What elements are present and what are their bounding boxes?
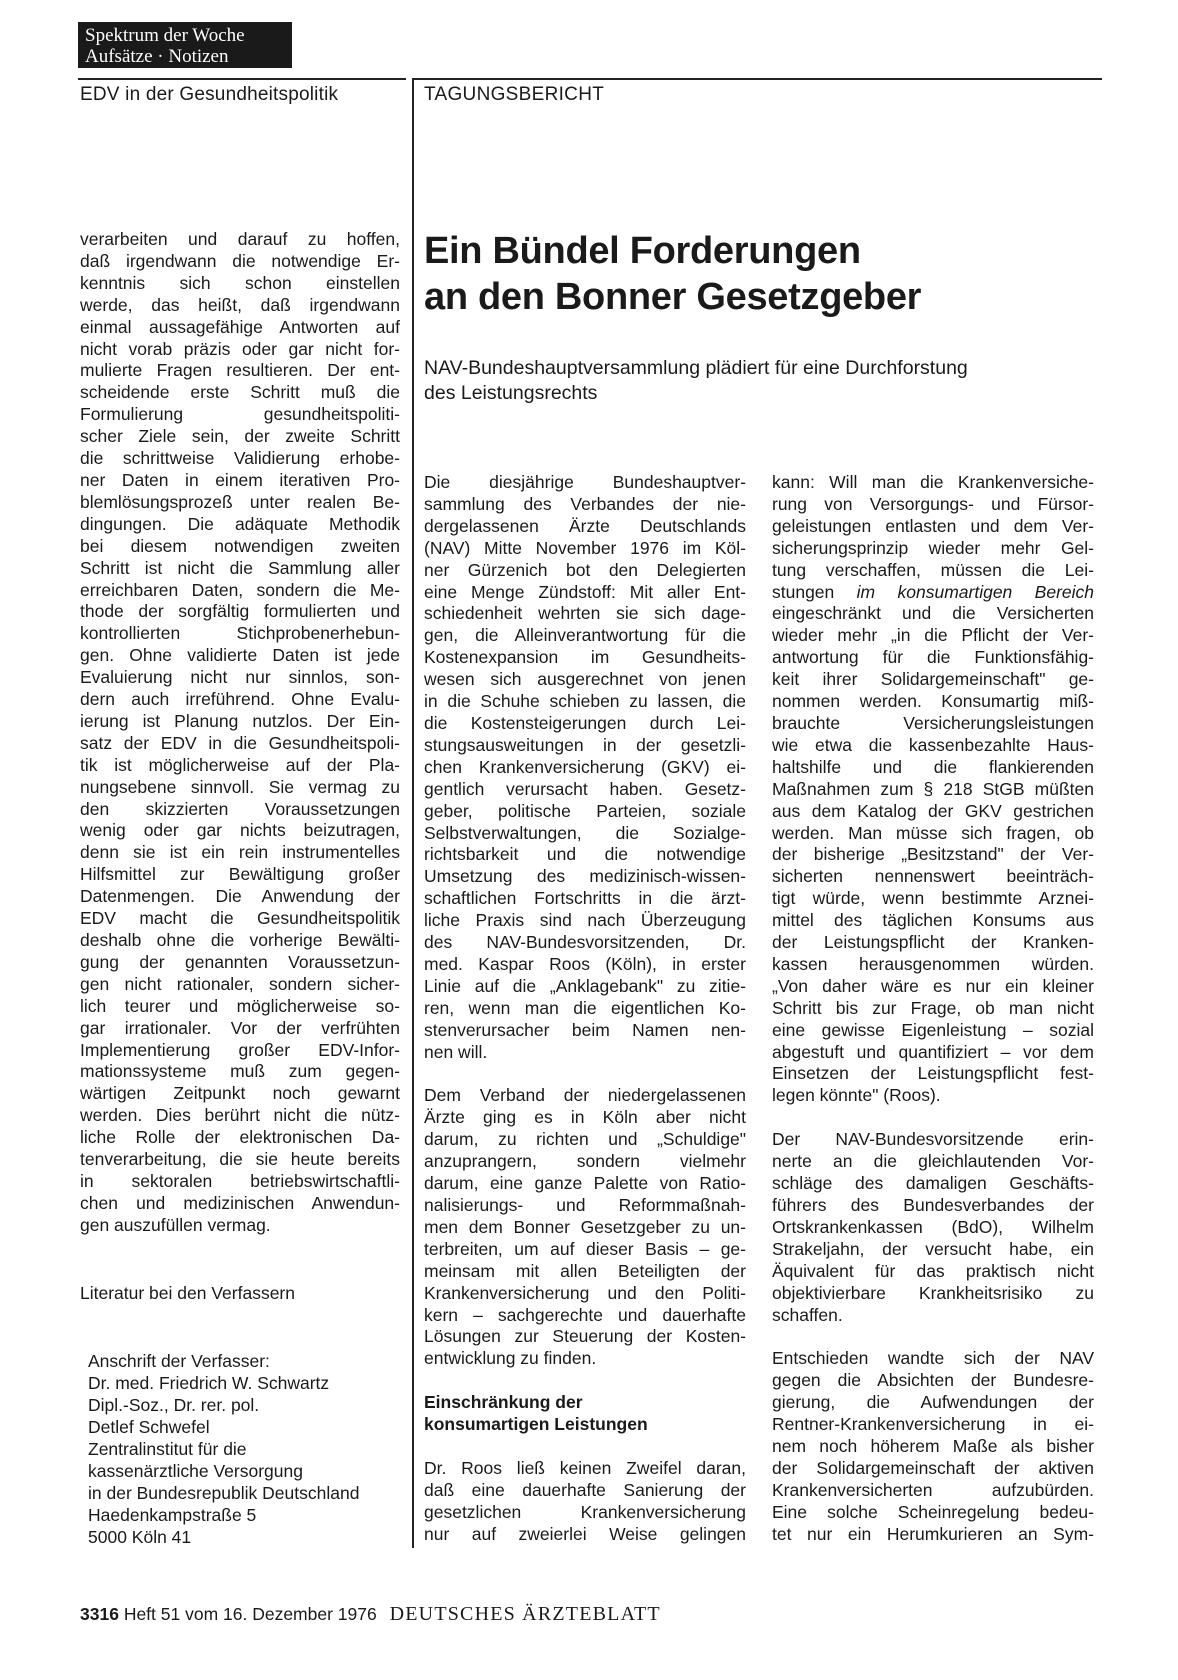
text-line: werden. Dies berührt nicht die nütz- bbox=[80, 1105, 400, 1126]
text-line: mittel des täglichen Konsums aus bbox=[772, 910, 1094, 931]
text-line: nen will. bbox=[424, 1041, 488, 1062]
text-line: mationssysteme muß zum gegen- bbox=[80, 1061, 400, 1082]
text-line: blemlösungsprozeß unter realen Be- bbox=[80, 491, 400, 512]
text-line: Dem Verband der niedergelassenen bbox=[424, 1085, 746, 1106]
text-line: Schritt bis zur Frage, ob man nicht bbox=[772, 997, 1094, 1018]
text-line: den skizzierten Voraussetzungen bbox=[80, 798, 400, 819]
paragraph bbox=[772, 1129, 1094, 1326]
text-line: schaffen. bbox=[772, 1304, 843, 1325]
article-subtitle bbox=[424, 356, 968, 406]
page-number: 3316 bbox=[80, 1604, 119, 1624]
text-line: werde, das heißt, daß irgendwann bbox=[80, 294, 400, 315]
column-2 bbox=[424, 472, 746, 1546]
text-line: wieder mehr „in die Pflicht der Ver- bbox=[772, 625, 1094, 646]
badge-line-2: Aufsätze · Notizen bbox=[85, 46, 229, 67]
subtitle-line-1: NAV-Bundeshauptversammlung plädiert für eine Durchforstung bbox=[424, 357, 968, 379]
text-line: nungsebene sinnvoll. Sie vermag zu bbox=[80, 776, 400, 797]
text-line: der Leistungspflicht der Kranken- bbox=[772, 932, 1094, 953]
text-line: gentlich verursacht haben. Gesetz- bbox=[424, 778, 746, 799]
text-line: gen, die Alleinverantwortung für die bbox=[424, 625, 746, 646]
rule-right bbox=[412, 78, 1102, 80]
text-line: Linie auf die „Anklagebank" zu zitie- bbox=[424, 975, 746, 996]
address-line: Dr. med. Friedrich W. Schwartz bbox=[88, 1373, 330, 1393]
subheading bbox=[424, 1392, 746, 1436]
text-line: ner Gürzenich bot den Delegierten bbox=[424, 559, 746, 580]
text-line: abgestuft und quantifiziert – vor dem bbox=[772, 1041, 1094, 1062]
text-line: gen. Ohne validierte Daten ist jede bbox=[80, 645, 400, 666]
paragraph bbox=[772, 603, 1094, 1107]
text-line: verarbeiten und darauf zu hoffen, bbox=[80, 229, 400, 249]
text-line: dergelassenen Ärzte Deutschlands bbox=[424, 515, 746, 536]
text-line: die Kostensteigerungen durch Lei- bbox=[424, 712, 746, 733]
address-line: 5000 Köln 41 bbox=[88, 1527, 192, 1547]
title-line-1: Ein Bündel Forderungen bbox=[424, 230, 861, 272]
text-line: Äquivalent für das praktisch nicht bbox=[772, 1260, 1094, 1281]
text-line: brauchte Versicherungsleistungen bbox=[772, 712, 1094, 733]
text-line: nicht vorab präzis oder gar nicht for- bbox=[80, 338, 400, 359]
text-line: darum, eine ganze Palette von Ratio- bbox=[424, 1173, 746, 1194]
text-line: Formulierung gesundheitspoliti- bbox=[80, 404, 400, 425]
text-line: sicherungsprinzip wieder mehr Gel- bbox=[772, 537, 1094, 558]
text-line: schiedenheit wehrten sie sich dage- bbox=[424, 603, 746, 624]
text-line: nommen werden. Konsumartig miß- bbox=[772, 691, 1094, 712]
text-line: des NAV-Bundesvorsitzenden, Dr. bbox=[424, 932, 746, 953]
text-line: werden. Man müsse sich fragen, ob bbox=[772, 822, 1094, 843]
text-line: nem noch höherem Maße als bisher bbox=[772, 1436, 1094, 1457]
text-line: der Solidargemeinschaft der aktiven bbox=[772, 1457, 1094, 1478]
text-line: satz der EDV in die Gesundheitspoli- bbox=[80, 732, 400, 753]
text-line: liche Rolle der elektronischen Da- bbox=[80, 1127, 400, 1148]
text-line: legen könnte" (Roos). bbox=[772, 1085, 941, 1106]
text-line: ierung ist Planung nutzlos. Der Ein- bbox=[80, 710, 400, 731]
text-line: geber, politische Parteien, soziale bbox=[424, 800, 746, 821]
text-line: Krankenversicherung und den Politi- bbox=[424, 1282, 746, 1303]
text-line: deshalb ohne die vorherige Bewälti- bbox=[80, 930, 400, 950]
text-line: Eine solche Scheinregelung bedeu- bbox=[772, 1501, 1094, 1522]
column-1-text bbox=[80, 229, 400, 1237]
text-line: Datenmengen. Die Anwendung der bbox=[80, 886, 400, 907]
author-address bbox=[88, 1350, 359, 1548]
text-line: Dr. Roos ließ keinen Zweifel daran, bbox=[424, 1458, 746, 1479]
page-footer bbox=[80, 1603, 661, 1626]
text-line: eingeschränkt und die Versicherten bbox=[772, 603, 1094, 624]
text-line: kassen herausgenommen würden. bbox=[772, 953, 1094, 974]
literature-note: Literatur bei den Verfassern bbox=[80, 1283, 295, 1303]
address-line: kassenärztliche Versorgung bbox=[88, 1461, 303, 1481]
text-line: chen Krankenversicherung (GKV) ei- bbox=[424, 756, 746, 777]
paragraph bbox=[772, 1348, 1094, 1545]
text-line: schläge des damaligen Geschäfts- bbox=[772, 1173, 1094, 1194]
italic-emphasis: im konsumartigen Bereich bbox=[856, 581, 1094, 602]
text-line: thode der sorgfältig formulierten und bbox=[80, 601, 400, 622]
text-line: Hilfsmittel zur Bewältigung großer bbox=[80, 864, 400, 885]
text-line: Krankenversicherten aufzubürden. bbox=[772, 1479, 1094, 1500]
text-line: kern – sachgerechte und dauerhafte bbox=[424, 1304, 746, 1325]
text-line: nur auf zweierlei Weise gelingen bbox=[424, 1523, 746, 1544]
text-line: EDV macht die Gesundheitspolitik bbox=[80, 908, 400, 929]
text-line: richtsbarkeit und die notwendige bbox=[424, 844, 746, 865]
text-line: gar irrationaler. Vor der verfrühten bbox=[80, 1017, 400, 1038]
text-line: aus dem Katalog der GKV gestrichen bbox=[772, 800, 1094, 821]
text-line bbox=[772, 582, 1094, 604]
text-line: scheidende erste Schritt muß die bbox=[80, 382, 400, 403]
text-line: Kostenexpansion im Gesundheits- bbox=[424, 647, 746, 668]
text-line: wie etwa die kassenbezahlte Haus- bbox=[772, 734, 1094, 755]
text-line: antwortung für die Funktionsfähig- bbox=[772, 647, 1094, 668]
text-line: med. Kaspar Roos (Köln), in erster bbox=[424, 953, 746, 974]
text-line: bei diesem notwendigen zweiten bbox=[80, 535, 400, 556]
address-line: Anschrift der Verfasser: bbox=[88, 1351, 270, 1371]
text-line: Implementierung großer EDV-Infor- bbox=[80, 1039, 400, 1060]
text-line: führers des Bundesverbandes der bbox=[772, 1195, 1094, 1215]
text-line: geleistungen entlasten und dem Ver- bbox=[772, 515, 1094, 536]
text-line: nerte an die gleichlautenden Vor- bbox=[772, 1151, 1094, 1172]
text-line: Strakeljahn, der versucht habe, ein bbox=[772, 1238, 1094, 1259]
text-line: in sektoralen betriebswirtschaftli- bbox=[80, 1170, 400, 1191]
column-divider bbox=[412, 78, 414, 1548]
text-line: (NAV) Mitte November 1976 im Köl- bbox=[424, 537, 746, 558]
text-line: Selbstverwaltungen, die Sozialge- bbox=[424, 822, 746, 843]
address-line: Zentralinstitut für die bbox=[88, 1439, 247, 1459]
section-title-right: TAGUNGSBERICHT bbox=[424, 84, 605, 105]
text-line: chen und medizinischen Anwendun- bbox=[80, 1192, 400, 1213]
text-line: scher Ziele sein, der zweite Schritt bbox=[80, 426, 400, 447]
subheading-line-2: konsumartigen Leistungen bbox=[424, 1414, 648, 1435]
badge-line-1: Spektrum der Woche bbox=[85, 25, 245, 46]
text-line: tigt würde, wenn bestimmte Arznei- bbox=[772, 888, 1094, 909]
text-line: wenig oder gar nichts beizutragen, bbox=[80, 820, 400, 841]
text-line: daß irgendwann die notwendige Er- bbox=[80, 250, 400, 271]
text-line: daß eine dauerhafte Sanierung der bbox=[424, 1479, 746, 1500]
text-line: Schritt ist nicht die Sammlung aller bbox=[80, 557, 400, 578]
text-line: lich teurer und möglicherweise so- bbox=[80, 995, 400, 1016]
paragraph bbox=[424, 1458, 746, 1546]
text-line: dern auch irreführend. Ohne Evalu- bbox=[80, 689, 400, 710]
text-line: men dem Bonner Gesetzgeber zu un- bbox=[424, 1216, 746, 1237]
subtitle-line-2: des Leistungsrechts bbox=[424, 382, 598, 404]
journal-name: DEUTSCHES ÄRZTEBLATT bbox=[389, 1603, 661, 1625]
text-line: Lösungen zur Steuerung der Kosten- bbox=[424, 1326, 746, 1347]
text-line: denn sie ist ein rein instrumentelles bbox=[80, 842, 400, 863]
title-line-2: an den Bonner Gesetzgeber bbox=[424, 276, 922, 318]
text-line: ren, wenn man die eigentlichen Ko- bbox=[424, 997, 746, 1018]
text-line: kontrollierten Stichprobenerhebun- bbox=[80, 623, 400, 644]
text-line: tenverarbeitung, die sie heute bereits bbox=[80, 1149, 400, 1170]
text-line: tik ist möglicherweise auf der Pla- bbox=[80, 754, 400, 775]
text-line: gesetzlichen Krankenversicherung bbox=[424, 1501, 746, 1522]
text-line: Ortskrankenkassen (BdO), Wilhelm bbox=[772, 1216, 1094, 1237]
section-title-left: EDV in der Gesundheitspolitik bbox=[80, 84, 339, 105]
text-line: erreichbaren Daten, sondern die Me- bbox=[80, 579, 400, 600]
text-line: terbreiten, um auf dieser Basis – ge- bbox=[424, 1238, 746, 1259]
text-line: sicherten nennenswert beeinträch- bbox=[772, 866, 1094, 887]
text-line: tet nur ein Herumkurieren an Sym- bbox=[772, 1523, 1094, 1544]
rule-left bbox=[78, 78, 406, 80]
text-line: Umsetzung des medizinisch-wissen- bbox=[424, 866, 746, 887]
address-line: Dipl.-Soz., Dr. rer. pol. bbox=[88, 1395, 260, 1415]
text-line: gen nicht rationaler, sondern sicher- bbox=[80, 973, 400, 994]
text-line: stenverursacher beim Namen nen- bbox=[424, 1019, 746, 1040]
text-line: liche Praxis sind nach Überzeugung bbox=[424, 910, 746, 931]
text-line: wesen sich ausgerechnet von jenen bbox=[424, 669, 746, 690]
text-line: entwicklung zu finden. bbox=[424, 1348, 597, 1369]
section-badge bbox=[78, 22, 292, 68]
text-line: schaftlichen Fortschritts in die ärzt- bbox=[424, 888, 746, 909]
text-line: Ärzte ging es in Köln aber nicht bbox=[424, 1107, 746, 1128]
text-line: haltshilfe und die flankierenden bbox=[772, 756, 1094, 777]
text-line: rung von Versorgungs- und Fürsor- bbox=[772, 493, 1094, 514]
text-line: „Von daher wäre es nur ein kleiner bbox=[772, 975, 1094, 996]
text-line: sammlung des Verbandes der nie- bbox=[424, 493, 746, 514]
address-line: in der Bundesrepublik Deutschland bbox=[88, 1483, 360, 1503]
text-line: Entschieden wandte sich der NAV bbox=[772, 1348, 1094, 1369]
text-line: wärtigen Zeitpunkt noch gewarnt bbox=[80, 1083, 400, 1104]
text-line: eine gewisse Eigenleistung – sozial bbox=[772, 1019, 1094, 1040]
paragraph bbox=[772, 472, 1094, 582]
text-line: anzuprangern, sondern vielmehr bbox=[424, 1151, 746, 1172]
text-line: kenntnis sich schon einstellen bbox=[80, 272, 400, 293]
text-line: objektivierbare Krankheitsrisiko zu bbox=[772, 1282, 1094, 1303]
text-line: mulierte Fragen resultieren. Der ent- bbox=[80, 360, 400, 381]
subheading-line-1: Einschränkung der bbox=[424, 1392, 583, 1413]
text-line: ner Daten in einem iterativen Pro- bbox=[80, 469, 400, 490]
text-run: stungen bbox=[772, 581, 857, 602]
text-line: nalisierungs- und Reformmaßnah- bbox=[424, 1195, 746, 1215]
text-line: gegen die Absichten der Bundesre- bbox=[772, 1370, 1094, 1391]
address-line: Detlef Schwefel bbox=[88, 1417, 210, 1437]
text-line: gen auszufüllen vermag. bbox=[80, 1214, 271, 1235]
article-title bbox=[424, 228, 921, 320]
text-line: Rentner-Krankenversicherung in ei- bbox=[772, 1414, 1094, 1435]
text-line: in die Schuhe schieben zu lassen, die bbox=[424, 691, 746, 712]
text-line: eine Menge Zündstoff: Mit aller Ent- bbox=[424, 581, 746, 602]
text-line: Der NAV-Bundesvorsitzende erin- bbox=[772, 1129, 1094, 1150]
text-line: gierung, die Aufwendungen der bbox=[772, 1392, 1094, 1413]
text-line: stungsausweitungen in der gesetzli- bbox=[424, 734, 746, 755]
text-line: darum, zu richten und „Schuldige" bbox=[424, 1129, 746, 1150]
text-line: Die diesjährige Bundeshauptver- bbox=[424, 472, 746, 492]
text-line: Maßnahmen zum § 218 StGB müßten bbox=[772, 778, 1094, 799]
text-line: gung der genannten Voraussetzun- bbox=[80, 951, 400, 972]
address-line: Haedenkampstraße 5 bbox=[88, 1505, 257, 1525]
text-line: Evaluierung nicht nur sinnlos, son- bbox=[80, 667, 400, 688]
column-1 bbox=[80, 229, 400, 1237]
text-line: Einsetzen der Leistungspflicht fest- bbox=[772, 1063, 1094, 1084]
text-line: dingungen. Die adäquate Methodik bbox=[80, 513, 400, 534]
issue-info: Heft 51 vom 16. Dezember 1976 bbox=[123, 1604, 377, 1624]
text-line: keit ihrer Solidargemeinschaft" ge- bbox=[772, 669, 1094, 690]
text-line: der bisherige „Besitzstand" der Ver- bbox=[772, 844, 1094, 865]
text-line: tung verschaffen, müssen die Lei- bbox=[772, 559, 1094, 580]
column-3 bbox=[772, 472, 1094, 1546]
text-line: einmal aussagefähige Antworten auf bbox=[80, 316, 400, 337]
paragraph bbox=[424, 472, 746, 1063]
text-line: die schrittweise Validierung erhobe- bbox=[80, 448, 400, 469]
text-line: meinsam mit allen Beteiligten der bbox=[424, 1260, 746, 1281]
text-line: kann: Will man die Krankenversiche- bbox=[772, 472, 1094, 492]
paragraph bbox=[424, 1085, 746, 1370]
